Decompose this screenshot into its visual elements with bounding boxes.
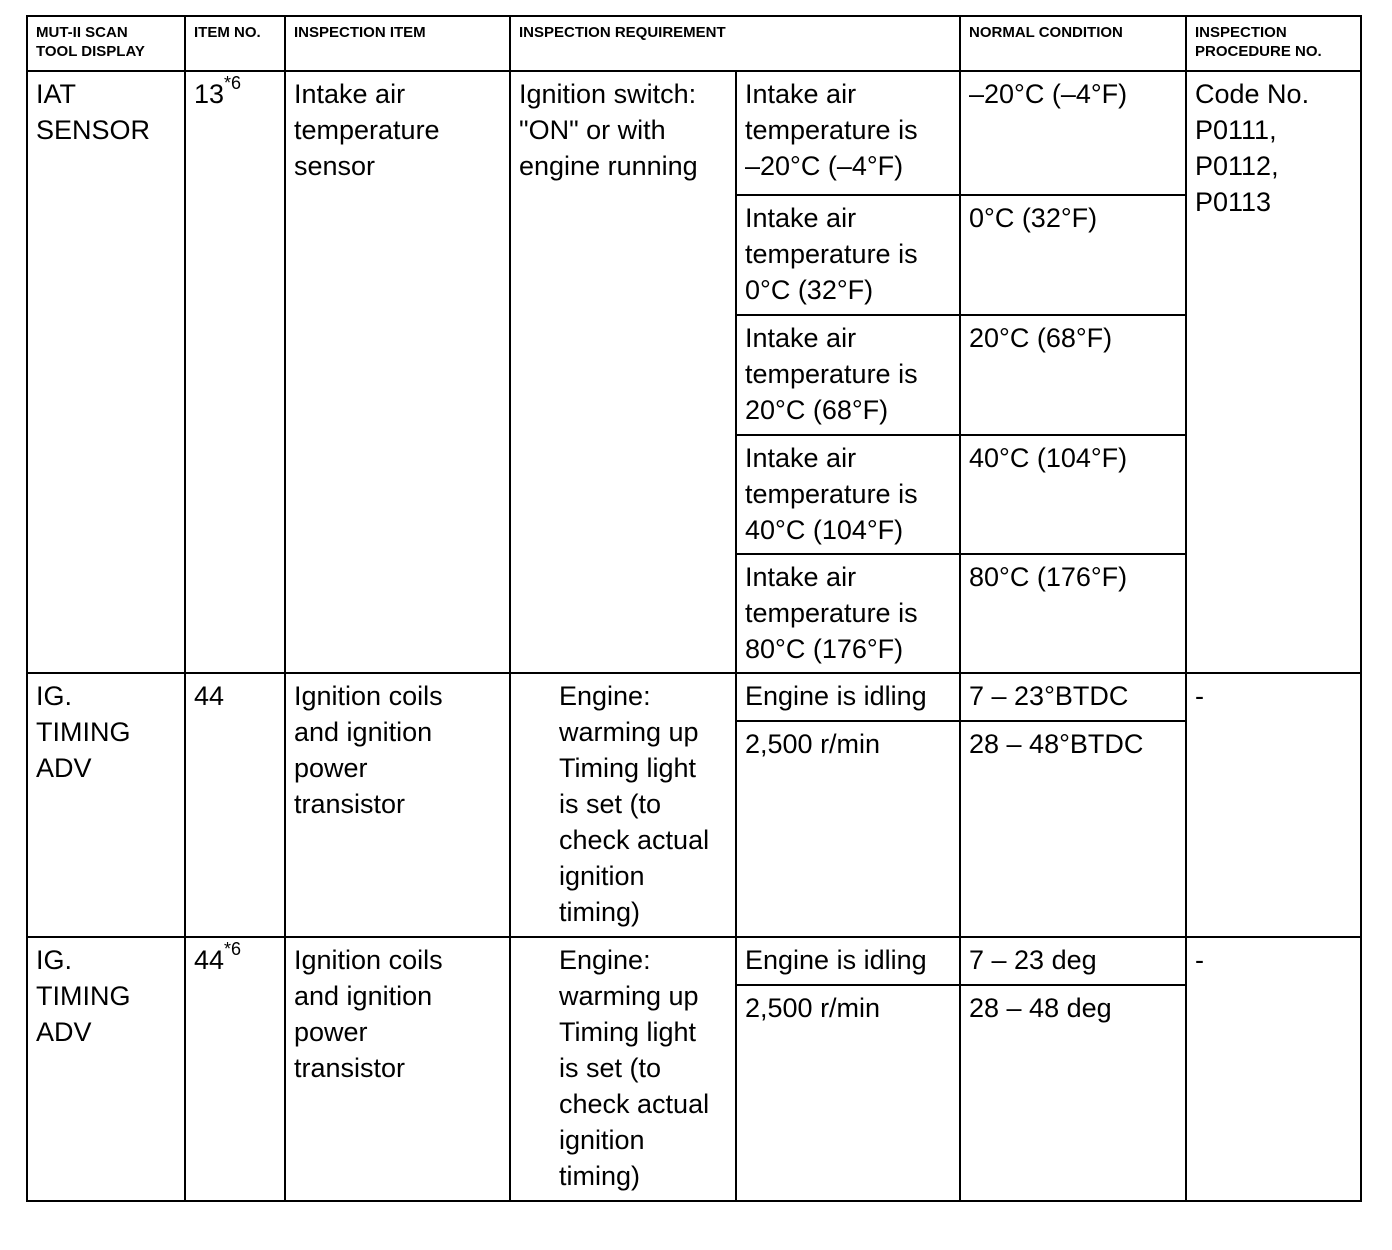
table-row: [27, 937, 1361, 985]
condition-requirement-cell: Intake air temperature is 20°C (68°F): [736, 315, 960, 435]
header-display: MUT-II SCAN TOOL DISPLAY: [27, 16, 185, 71]
display-cell: IG. TIMING ADV: [27, 673, 185, 937]
normal-condition-cell: 40°C (104°F): [960, 435, 1186, 554]
condition-requirement-cell: Intake air temperature is 40°C (104°F): [736, 435, 960, 554]
display-cell: IAT SENSOR: [27, 71, 185, 673]
header-normal-condition: NORMAL CONDITION: [960, 16, 1186, 71]
display-cell: IG. TIMING ADV: [27, 937, 185, 1201]
item-no-cell: 44$^{*6}$: [185, 937, 285, 1201]
condition-requirement-cell: Intake air temperature is –20°C (–4°F): [736, 71, 960, 195]
inspection-item-cell: Intake air temperature sensor: [285, 71, 510, 673]
requirement-bullet-list: [519, 942, 727, 1194]
normal-condition-cell: 28 – 48°BTDC: [960, 721, 1186, 937]
header-item-no: ITEM NO.: [185, 16, 285, 71]
condition-requirement-cell: 2,500 r/min: [736, 985, 960, 1201]
procedure-cell: -: [1186, 673, 1361, 937]
condition-requirement-cell: 2,500 r/min: [736, 721, 960, 937]
list-item: Timing light is set (to check actual ignition timing): [559, 753, 710, 927]
procedure-cell: -: [1186, 937, 1361, 1201]
inspection-item-cell: Ignition coils and ignition power transistor: [285, 937, 510, 1201]
item-no-cell: 44: [185, 673, 285, 937]
normal-condition-cell: 7 – 23 deg: [960, 937, 1186, 985]
header-inspection-item: INSPECTION ITEM: [285, 16, 510, 71]
item-no-cell: 13$^{*6}$: [185, 71, 285, 673]
normal-condition-cell: 80°C (176°F): [960, 554, 1186, 673]
requirement-cell: [510, 673, 736, 937]
normal-condition-cell: 0°C (32°F): [960, 195, 1186, 315]
requirement-cell: Ignition switch: "ON" or with engine running: [510, 71, 736, 673]
footnote-mark: *6: [224, 73, 242, 93]
header-row: [27, 16, 1361, 71]
condition-requirement-cell: Engine is idling: [736, 937, 960, 985]
normal-condition-cell: 7 – 23°BTDC: [960, 673, 1186, 721]
condition-requirement-cell: Engine is idling: [736, 673, 960, 721]
condition-requirement-cell: Intake air temperature is 80°C (176°F): [736, 554, 960, 673]
header-requirement: INSPECTION REQUIREMENT: [510, 16, 960, 71]
inspection-table: [26, 15, 1362, 1202]
list-item: Engine: warming up: [559, 681, 699, 747]
list-item: Timing light is set (to check actual ignition timing): [559, 1017, 710, 1191]
procedure-cell: Code No. P0111, P0112, P0113: [1186, 71, 1361, 673]
table-row: [27, 71, 1361, 195]
list-item: Engine: warming up: [559, 945, 699, 1011]
header-procedure-no: INSPECTION PROCEDURE NO.: [1186, 16, 1361, 71]
condition-requirement-cell: Intake air temperature is 0°C (32°F): [736, 195, 960, 315]
requirement-cell: [510, 937, 736, 1201]
normal-condition-cell: –20°C (–4°F): [960, 71, 1186, 195]
requirement-bullet-list: [519, 678, 727, 930]
normal-condition-cell: 20°C (68°F): [960, 315, 1186, 435]
inspection-item-cell: Ignition coils and ignition power transistor: [285, 673, 510, 937]
footnote-mark: *6: [224, 939, 242, 959]
table-row: [27, 673, 1361, 721]
normal-condition-cell: 28 – 48 deg: [960, 985, 1186, 1201]
